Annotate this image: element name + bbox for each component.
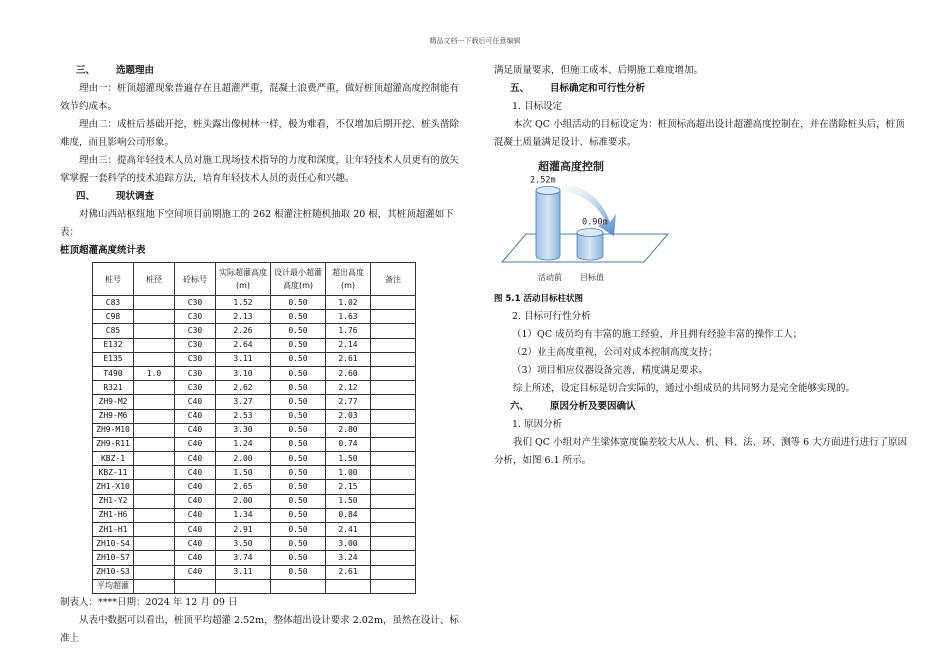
table-maker: 制表人：****日期：2024 年 12 月 09 日 xyxy=(60,596,238,608)
table-cell xyxy=(134,508,175,522)
table-cell: C40 xyxy=(175,409,216,423)
table-cell: 2.91 xyxy=(216,523,271,537)
table-cell xyxy=(134,352,175,366)
table-cell xyxy=(371,508,416,522)
table-cell xyxy=(134,338,175,352)
table-cell xyxy=(371,296,416,310)
table-cell: ZH10-S7 xyxy=(93,551,134,565)
table-cell: 2.14 xyxy=(326,338,371,352)
table-cell: C40 xyxy=(175,537,216,551)
table-cell: 3.11 xyxy=(216,565,271,579)
table-cell: 2.03 xyxy=(326,409,371,423)
table-cell xyxy=(371,452,416,466)
table-cell: 0.50 xyxy=(271,423,326,437)
category-label-before: 活动前 xyxy=(538,273,562,282)
table-cell: 2.64 xyxy=(216,338,271,352)
target-paragraph: 本次 QC 小组活动的目标设定为：桩顶标高超出设计超灌高度控制在，并在凿除桩头后，桩顶混凝土质量满足设计、标准要求。 xyxy=(494,119,905,148)
table-cell: C40 xyxy=(175,437,216,451)
table-cell: 3.74 xyxy=(216,551,271,565)
table-cell xyxy=(371,480,416,494)
analysis-paragraph: 从表中数据可以看出，桩顶平均超灌 2.52m，整体超出设计要求 2.02m，虽然在设计、标准上 xyxy=(60,614,459,644)
table-cell xyxy=(271,579,326,593)
table-cell: 1.63 xyxy=(326,310,371,324)
table-cell: 0.50 xyxy=(271,324,326,338)
table-row xyxy=(93,565,416,579)
subheading-feasibility: 2. 目标可行性分析 xyxy=(512,311,591,322)
section-5-heading: 五、 目标确定和可行性分析 xyxy=(510,83,646,94)
table-cell xyxy=(371,381,416,395)
table-cell xyxy=(371,466,416,480)
feasibility-2: （2）业主高度重视，公司对成本控制高度支持； xyxy=(512,347,718,358)
table-cell: 0.74 xyxy=(326,437,371,451)
table-cell: KBZ-1 xyxy=(93,452,134,466)
table-cell: 2.00 xyxy=(216,452,271,466)
table-cell: 0.50 xyxy=(271,551,326,565)
table-row xyxy=(93,452,416,466)
table-cell: 3.00 xyxy=(326,537,371,551)
table-cell: 0.50 xyxy=(271,466,326,480)
header-design: 设计最小超灌高度(m) xyxy=(271,263,326,296)
header-diameter: 桩径 xyxy=(134,263,175,296)
table-row xyxy=(93,523,416,537)
table-row xyxy=(93,296,416,310)
table-cell: 0.50 xyxy=(271,537,326,551)
table-cell: C98 xyxy=(93,310,134,324)
table-cell xyxy=(371,551,416,565)
table-header-row xyxy=(93,263,416,296)
figure-caption: 图 5.1 活动目标柱状图 xyxy=(494,294,583,304)
table-cell xyxy=(326,579,371,593)
table-cell: 1.50 xyxy=(326,494,371,508)
table-cell: 0.50 xyxy=(271,409,326,423)
table-cell xyxy=(371,565,416,579)
table-cell: 0.50 xyxy=(271,352,326,366)
table-cell: 2.53 xyxy=(216,409,271,423)
table-cell xyxy=(371,437,416,451)
table-cell: 0.50 xyxy=(271,437,326,451)
table-cell: 2.80 xyxy=(326,423,371,437)
table-cell xyxy=(371,494,416,508)
table-cell: 3.50 xyxy=(216,537,271,551)
table-cell: 0.50 xyxy=(271,508,326,522)
table-cell: 0.50 xyxy=(271,366,326,380)
table-cell: 1.0 xyxy=(134,366,175,380)
table-cell xyxy=(216,579,271,593)
table-cell xyxy=(134,565,175,579)
table-cell: C30 xyxy=(175,366,216,380)
table-cell: ZH9-R11 xyxy=(93,437,134,451)
table-cell xyxy=(134,423,175,437)
header-grade: 砼标号 xyxy=(175,263,216,296)
conclusion-paragraph: 综上所述，设定目标是切合实际的，通过小组成员的共同努力是完全能够实现的。 xyxy=(513,383,856,394)
subheading-target: 1. 目标设定 xyxy=(512,101,563,112)
table-cell: 1.52 xyxy=(216,296,271,310)
section-4-heading: 四、 现状调查 xyxy=(76,191,155,202)
table-row xyxy=(93,437,416,451)
table-cell xyxy=(134,310,175,324)
table-cell: ZH1-X10 xyxy=(93,480,134,494)
table-row xyxy=(93,366,416,380)
header-pile-no: 桩号 xyxy=(93,263,134,296)
table-title: 桩顶超灌高度统计表 xyxy=(60,245,146,256)
table-cell: 1.02 xyxy=(326,296,371,310)
table-cell: 2.61 xyxy=(326,352,371,366)
table-cell: 3.27 xyxy=(216,395,271,409)
survey-paragraph: 对佛山西站枢纽地下空间项目前期施工的 262 根灌注桩随机抽取 20 根，其桩顶超灌如下表： xyxy=(60,209,454,238)
table-cell: ZH9-M6 xyxy=(93,409,134,423)
target-chart xyxy=(498,156,698,288)
table-cell: 2.61 xyxy=(326,565,371,579)
table-cell: ZH10-S3 xyxy=(93,565,134,579)
table-cell: C85 xyxy=(93,324,134,338)
target-chart-svg xyxy=(498,156,698,288)
table-cell: 3.24 xyxy=(326,551,371,565)
table-cell xyxy=(134,579,175,593)
table-cell: 2.12 xyxy=(326,381,371,395)
table-cell: C40 xyxy=(175,466,216,480)
table-cell xyxy=(134,523,175,537)
table-cell xyxy=(134,296,175,310)
table-row xyxy=(93,480,416,494)
header-actual: 实际超灌高度(m) xyxy=(216,263,271,296)
table-cell: 0.50 xyxy=(271,523,326,537)
table-cell: 2.00 xyxy=(216,494,271,508)
table-cell xyxy=(371,366,416,380)
table-cell xyxy=(371,352,416,366)
table-cell: C40 xyxy=(175,395,216,409)
table-cell: 2.26 xyxy=(216,324,271,338)
table-row xyxy=(93,551,416,565)
section-3-heading: 三、 选题理由 xyxy=(76,65,155,76)
chart-value-label-1: 0.90m xyxy=(582,217,608,228)
table-row xyxy=(93,395,416,409)
table-cell: 0.50 xyxy=(271,480,326,494)
table-cell: ZH1-H6 xyxy=(93,508,134,522)
table-row xyxy=(93,310,416,324)
table-cell: C30 xyxy=(175,324,216,338)
chart-bar-cap-1 xyxy=(577,229,603,237)
table-cell xyxy=(371,310,416,324)
table-cell: 1.50 xyxy=(216,466,271,480)
table-cell xyxy=(134,494,175,508)
table-cell: 1.34 xyxy=(216,508,271,522)
reason-1: 理由一：桩顶超灌现象普遍存在且超灌严重，混凝土浪费严重，做好桩顶超灌高度控制能有效节约成本。 xyxy=(60,83,460,112)
feasibility-1: （1）QC 成员均有丰富的施工经验，并且拥有经验丰富的操作工人； xyxy=(512,329,803,340)
table-row xyxy=(93,381,416,395)
table-cell: C30 xyxy=(175,310,216,324)
table-cell xyxy=(371,423,416,437)
table-cell: C40 xyxy=(175,494,216,508)
table-cell: T490 xyxy=(93,366,134,380)
header-note: 备注 xyxy=(371,263,416,296)
table-cell: E132 xyxy=(93,338,134,352)
table-row xyxy=(93,508,416,522)
left-column xyxy=(60,62,465,648)
table-cell xyxy=(371,338,416,352)
table-cell: C30 xyxy=(175,352,216,366)
table-cell xyxy=(371,395,416,409)
table-cell: 1.76 xyxy=(326,324,371,338)
table-cell: 2.60 xyxy=(326,366,371,380)
page-header: 精品文档---下载后可任意编辑 xyxy=(429,37,521,45)
table-cell xyxy=(371,523,416,537)
table-row xyxy=(93,338,416,352)
table-body xyxy=(93,296,416,594)
table-cell xyxy=(134,437,175,451)
table-cell: C83 xyxy=(93,296,134,310)
table-cell xyxy=(134,324,175,338)
table-cell: C40 xyxy=(175,551,216,565)
table-cell: ZH9-M2 xyxy=(93,395,134,409)
table-cell: C40 xyxy=(175,480,216,494)
table-cell: 3.30 xyxy=(216,423,271,437)
table-cell: C30 xyxy=(175,338,216,352)
table-cell: C40 xyxy=(175,452,216,466)
table-cell: ZH1-H1 xyxy=(93,523,134,537)
chart-title: 超灌高度控制 xyxy=(538,160,604,173)
table-cell: 2.65 xyxy=(216,480,271,494)
table-cell xyxy=(371,579,416,593)
table-cell xyxy=(371,324,416,338)
table-cell: 0.50 xyxy=(271,310,326,324)
table-cell: ZH10-S4 xyxy=(93,537,134,551)
table-cell: 0.50 xyxy=(271,452,326,466)
table-cell: C30 xyxy=(175,381,216,395)
chart-bar-cap-0 xyxy=(536,186,560,194)
table-cell: 3.10 xyxy=(216,366,271,380)
table-row xyxy=(93,494,416,508)
table-cell: 2.13 xyxy=(216,310,271,324)
table-row xyxy=(93,352,416,366)
reason-3: 理由三：提高年轻技术人员对施工现场技术指导的力度和深度，让年轻技术人员更有的放矢掌掌握一套科学的技术追踪方法，培育年轻技术人员的责任心和兴趣。 xyxy=(60,155,460,184)
table-cell: 2.15 xyxy=(326,480,371,494)
table-cell: C40 xyxy=(175,423,216,437)
table-cell: 0.50 xyxy=(271,395,326,409)
table-cell: 2.41 xyxy=(326,523,371,537)
table-cell xyxy=(371,537,416,551)
subheading-cause: 1. 原因分析 xyxy=(512,419,563,430)
chart-value-label-0: 2.52m xyxy=(530,175,556,186)
table-cell: R321 xyxy=(93,381,134,395)
table-cell: 2.62 xyxy=(216,381,271,395)
table-cell: 1.24 xyxy=(216,437,271,451)
table-cell: 0.50 xyxy=(271,381,326,395)
table-cell: 0.50 xyxy=(271,565,326,579)
table-cell xyxy=(175,579,216,593)
table-cell: C30 xyxy=(175,296,216,310)
table-cell: 0.50 xyxy=(271,296,326,310)
table-row xyxy=(93,466,416,480)
header-exceed: 超出高度(m) xyxy=(326,263,371,296)
pile-stats-table xyxy=(92,262,416,594)
table-cell: ZH9-M10 xyxy=(93,423,134,437)
table-cell: ZH1-Y2 xyxy=(93,494,134,508)
table-cell: 0.84 xyxy=(326,508,371,522)
table-cell xyxy=(134,480,175,494)
table-cell: 0.50 xyxy=(271,494,326,508)
table-cell xyxy=(134,537,175,551)
table-cell: 1.50 xyxy=(326,452,371,466)
table-cell: C40 xyxy=(175,523,216,537)
table-cell xyxy=(134,409,175,423)
table-cell xyxy=(134,381,175,395)
table-row xyxy=(93,579,416,593)
chart-bar-0 xyxy=(536,190,560,260)
cause-paragraph: 我们 QC 小组对产生梁体宽度偏差较大从人、机、料、法、环、测等 6 大方面进行进行了原因分析，如图 6.1 所示。 xyxy=(494,437,908,466)
table-row xyxy=(93,324,416,338)
table-cell: 平均超灌 xyxy=(93,579,134,593)
continued-text: 满足质量要求，但施工成本、后期施工难度增加。 xyxy=(494,65,704,76)
table-cell: C40 xyxy=(175,565,216,579)
table-cell: 1.00 xyxy=(326,466,371,480)
reason-2: 理由二：成桩后基础开挖，桩头露出像树林一样，极为难看，不仅增加后期开挖、桩头凿除难度，而且影响公司形象。 xyxy=(60,119,460,148)
right-column xyxy=(494,62,914,470)
section-6-heading: 六、 原因分析及要因确认 xyxy=(510,401,636,412)
category-label-target: 目标值 xyxy=(580,273,604,282)
table-row xyxy=(93,409,416,423)
table-row xyxy=(93,423,416,437)
table-cell: 0.50 xyxy=(271,338,326,352)
table-cell: 3.11 xyxy=(216,352,271,366)
table-cell xyxy=(134,395,175,409)
table-row xyxy=(93,537,416,551)
table-cell: E135 xyxy=(93,352,134,366)
table-cell: C40 xyxy=(175,508,216,522)
feasibility-3: （3）项目相应仪器设备完善，精度满足要求。 xyxy=(512,365,709,376)
table-cell xyxy=(134,551,175,565)
table-cell: 2.77 xyxy=(326,395,371,409)
table-cell xyxy=(371,409,416,423)
table-cell xyxy=(134,466,175,480)
table-cell xyxy=(134,452,175,466)
table-cell: KBZ-11 xyxy=(93,466,134,480)
